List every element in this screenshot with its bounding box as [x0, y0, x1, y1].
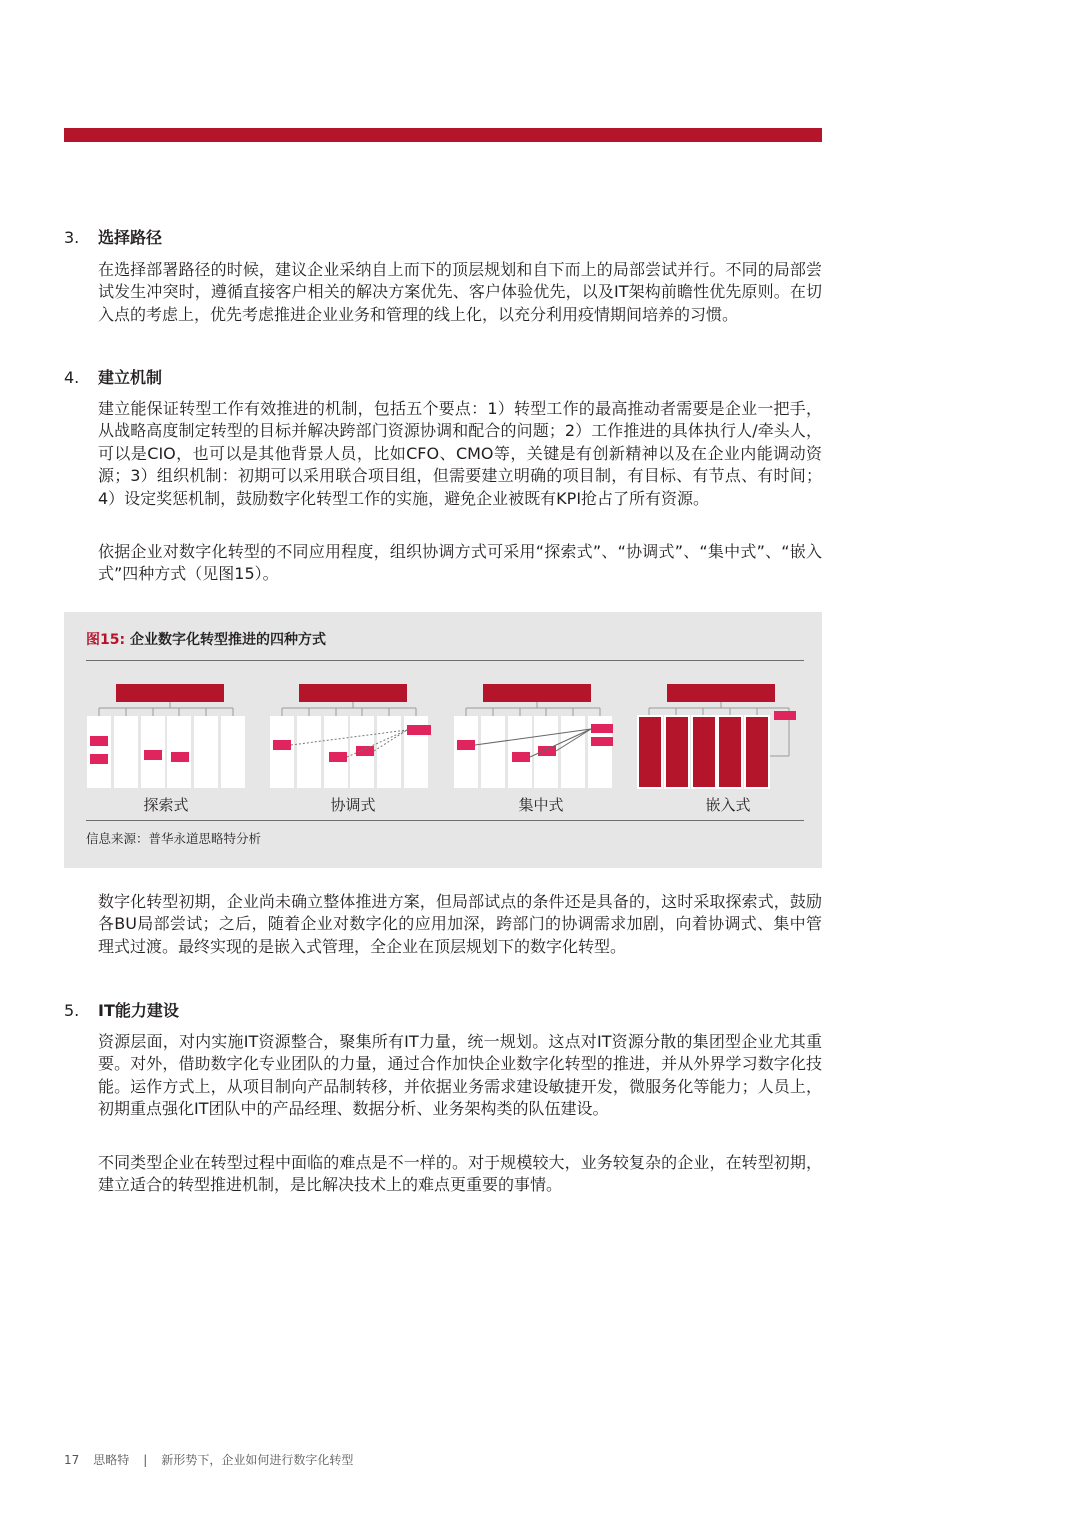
after-figure-paragraph: 数字化转型初期，企业尚未确立整体推进方案，但局部试点的条件还是具备的，这时采取探索式，鼓励各BU局部尝试；之后，随着企业对数字化的应用加深，跨部门的协调需求加剧，向着协调式、集中管理式过渡。最终实现的是嵌入式管理，全企业在顶层规划下的数字化转型。	[98, 892, 822, 956]
figure-bottom-rule	[86, 820, 804, 821]
top-level-block	[667, 684, 775, 702]
mode-explore-diagram	[87, 684, 245, 814]
business-unit	[194, 716, 218, 788]
digital-team	[329, 752, 347, 762]
section-title: IT能力建设	[98, 1001, 179, 1020]
business-unit	[481, 716, 505, 788]
embedded-digital-block	[774, 711, 796, 720]
footer-brand: 思略特	[93, 1453, 130, 1467]
section-title: 选择路径	[98, 228, 163, 247]
footer-separator: |	[143, 1453, 148, 1467]
figure-title	[86, 630, 326, 650]
digital-team	[171, 752, 189, 762]
mode-label: 嵌入式	[705, 796, 751, 814]
page-footer	[64, 1451, 367, 1469]
section-4-heading	[64, 367, 162, 389]
embedded-unit	[745, 716, 769, 788]
digital-team	[144, 750, 162, 760]
business-unit	[377, 716, 401, 788]
business-unit	[270, 716, 294, 788]
section-number: 3.	[64, 228, 80, 247]
top-level-block	[116, 684, 224, 702]
section-number: 5.	[64, 1001, 80, 1020]
embedded-unit	[665, 716, 689, 788]
section-4-paragraph-2: 依据企业对数字化转型的不同应用程度，组织协调方式可采用“探索式”、“协调式”、“集中式”、“嵌入式”四种方式（见图15）。	[98, 542, 822, 584]
digital-team	[273, 740, 291, 750]
mode-coordinate-diagram	[270, 684, 431, 814]
footer-doc-title: 新形势下，企业如何进行数字化转型	[161, 1453, 354, 1467]
mode-label: 集中式	[518, 796, 564, 814]
section-title: 建立机制	[98, 368, 163, 387]
business-unit	[561, 716, 585, 788]
embedded-unit	[638, 716, 662, 788]
digital-team	[512, 752, 530, 762]
digital-team	[356, 746, 374, 756]
section-3-paragraph: 在选择部署路径的时候，建议企业采纳自上而下的顶层规划和自下而上的局部尝试并行。不同的局部尝试发生冲突时，遵循直接客户相关的解决方案优先、客户体验优先，以及IT架构前瞻性优先原则。在切入点的考虑上，优先考虑推进企业业务和管理的线上化，以充分利用疫情期间培养的习惯。	[98, 260, 822, 324]
section-number: 4.	[64, 368, 80, 387]
mode-label: 探索式	[143, 796, 189, 814]
section-5-paragraph-2: 不同类型企业在转型过程中面临的难点是不一样的。对于规模较大，业务较复杂的企业，在转型初期，建立适合的转型推进机制，是比解决技术上的难点更重要的事情。	[98, 1153, 822, 1195]
top-level-block	[299, 684, 407, 702]
business-unit	[114, 716, 138, 788]
section-5-paragraph-1: 资源层面，对内实施IT资源整合，聚集所有IT力量，统一规划。这点对IT资源分散的集团型企业尤其重要。对外，借助数字化专业团队的力量，通过合作加快企业数字化转型的推进，并从外界学习数字化技能。运作方式上，从项目制向产品制转移，并依据业务需求建设敏捷开发，微服务化等能力；人员上，初期重点强化IT团队中的产品经理、数据分析、业务架构类的队伍建设。	[98, 1032, 822, 1119]
digital-team	[457, 740, 475, 750]
central-block	[591, 737, 613, 746]
section-4-paragraph-1: 建立能保证转型工作有效推进的机制，包括五个要点：1）转型工作的最高推动者需要是企业一把手，从战略高度制定转型的目标并解决跨部门资源协调和配合的问题；2）工作推进的具体执行人/牵头人，可以是CIO，也可以是其他背景人员，比如CFO、CMO等，关键是有创新精神以及在企业内能调动资源；3）组织机制：初期可以采用联合项目组，但需要建立明确的项目制，有目标、有节点、有时间；4）设定奖惩机制，鼓励数字化转型工作的实施，避免企业被既有KPI抢占了所有资源。	[98, 399, 822, 508]
digital-team	[538, 746, 556, 756]
digital-team	[90, 754, 108, 764]
four-modes-diagram	[64, 674, 822, 814]
top-accent-bar	[64, 128, 822, 142]
business-unit	[454, 716, 478, 788]
business-unit	[87, 716, 111, 788]
coordinator-block	[407, 725, 431, 735]
top-level-block	[483, 684, 591, 702]
section-5-heading	[64, 1000, 179, 1022]
business-unit	[297, 716, 321, 788]
business-unit	[221, 716, 245, 788]
embedded-unit	[718, 716, 742, 788]
central-block	[591, 724, 613, 733]
digital-team	[90, 736, 108, 746]
embedded-unit	[692, 716, 716, 788]
mode-label: 协调式	[330, 796, 376, 814]
page-number: 17	[64, 1453, 80, 1467]
figure-label: 图15:	[86, 632, 126, 648]
figure-top-rule	[86, 660, 804, 661]
mode-embedded-diagram	[638, 684, 796, 814]
mode-centralized-diagram	[454, 684, 613, 814]
section-3-heading	[64, 227, 162, 249]
figure-title-text: 企业数字化转型推进的四种方式	[129, 632, 326, 648]
figure-15	[64, 612, 822, 868]
figure-source: 信息来源：普华永道思略特分析	[86, 831, 262, 846]
